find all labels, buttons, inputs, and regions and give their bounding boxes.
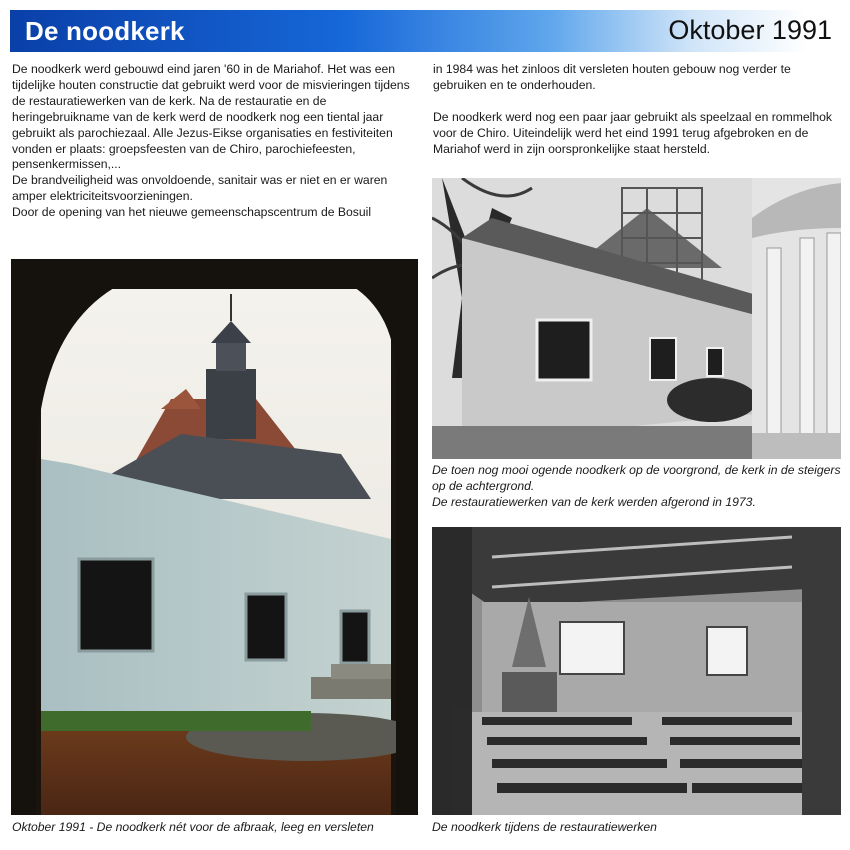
paragraph: in 1984 was het zinloos dit versleten houten gebouw nog verder te gebruiken en te onderhouden.	[433, 62, 791, 92]
caption-left-photo: Oktober 1991 - De noodkerk nét voor de afbraak, leeg en versleten	[12, 820, 374, 834]
photo-noodkerk-church-scaffolding	[432, 178, 841, 459]
caption-line: De toen nog mooi ogende noodkerk op de voorgrond, de kerk in de steigers op de achtergrond.	[432, 463, 841, 493]
caption-top-right-photo	[432, 462, 844, 510]
paragraph: De noodkerk werd gebouwd eind jaren '60 in de Mariahof. Het was een tijdelijke houten constructie dat gebruikt werd voor de misvieringen tijdens de restauratiewerken van de kerk. Na de restauratie en de heringebruikname van de kerk werd de noodkerk nog een tiental jaar gebruikt als parochiezaal. Alle Jezus-Eikse organisaties en festiviteiten vonden er plaats: groepsfeesten van de Chiro, parochiefeesten, pensenkermissen,...	[12, 62, 410, 172]
page-header	[10, 10, 840, 52]
caption-line: De restauratiewerken van de kerk werden afgerond in 1973.	[432, 495, 756, 509]
text-column-left	[12, 62, 412, 221]
paragraph: De brandveiligheid was onvoldoende, sanitair was er niet en er waren amper elektriciteitsvoorzieningen.	[12, 173, 388, 204]
photo-noodkerk-1991	[11, 259, 418, 815]
text-column-right	[433, 62, 843, 158]
paragraph: De noodkerk werd nog een paar jaar gebruikt als speelzaal en rommelhok voor de Chiro. Uiteindelijk werd het eind 1991 terug afgebroken en de Mariahof werd in zijn oorspronkelijke staat hersteld.	[433, 109, 833, 156]
photo-noodkerk-interior	[432, 527, 841, 815]
page-date: Oktober 1991	[668, 15, 832, 45]
caption-bottom-right-photo: De noodkerk tijdens de restauratiewerken	[432, 820, 657, 834]
paragraph: Door de opening van het nieuwe gemeenschapscentrum de Bosuil	[12, 205, 372, 220]
page-title: De noodkerk	[25, 16, 185, 46]
